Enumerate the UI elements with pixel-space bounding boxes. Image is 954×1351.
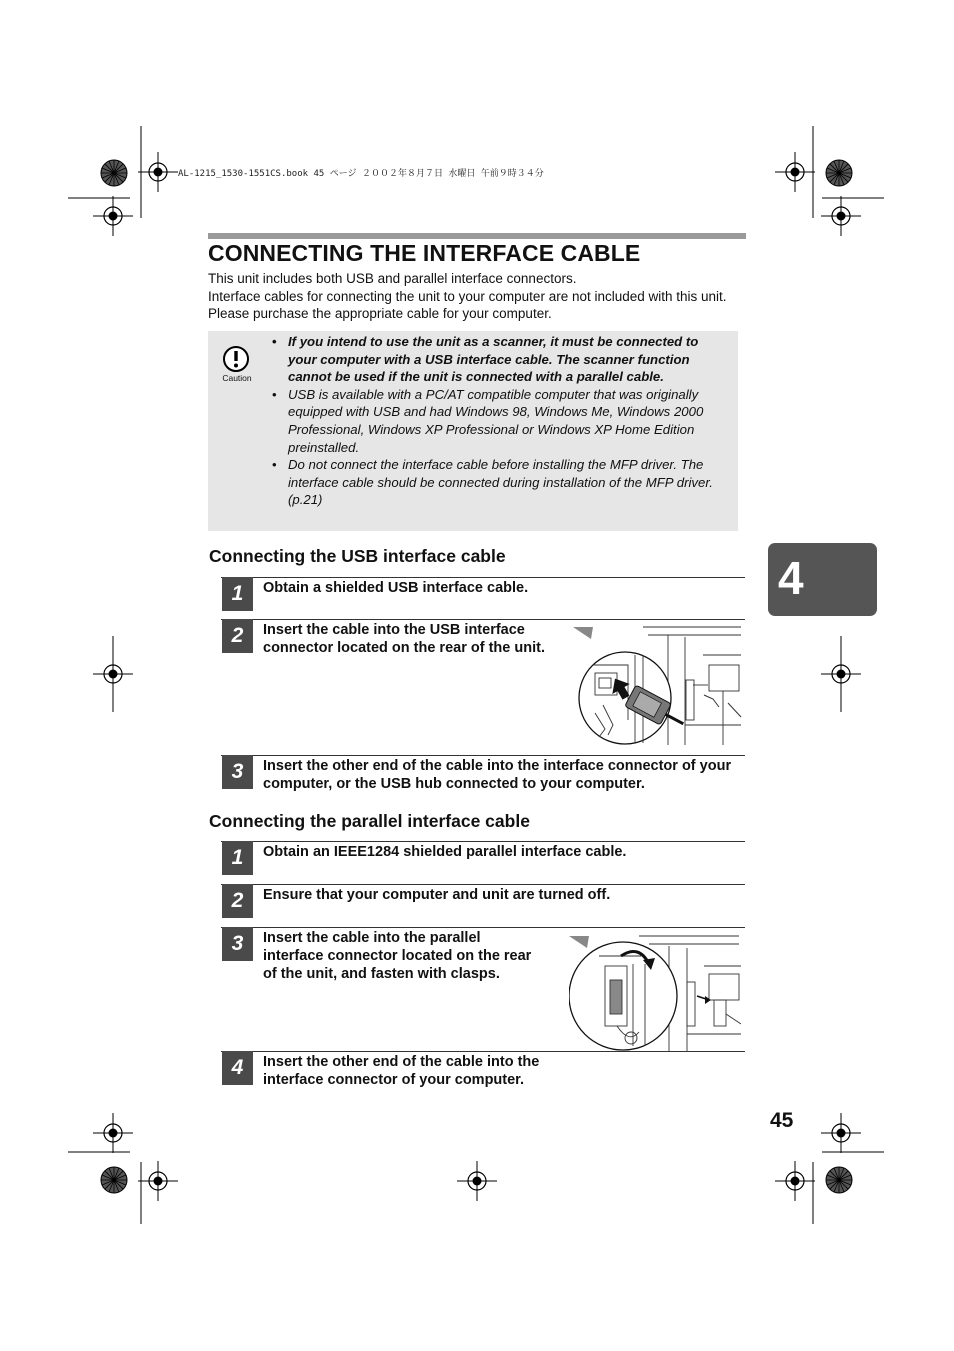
step-divider bbox=[221, 577, 745, 578]
parallel-connection-illustration bbox=[569, 934, 743, 1052]
usb-section-title: Connecting the USB interface cable bbox=[209, 546, 506, 566]
caution-label: Caution bbox=[222, 373, 252, 383]
caution-item: • Do not connect the interface cable before installing the MFP driver. The interface cable should be connected during installation of the MFP driver. (p.21) bbox=[272, 456, 728, 509]
usb-step-number: 1 bbox=[222, 577, 253, 611]
usb-step-text: Insert the cable into the USB interface connector located on the rear of the unit. bbox=[263, 622, 545, 656]
parallel-step-number: 4 bbox=[222, 1051, 253, 1085]
usb-connection-illustration bbox=[573, 625, 743, 747]
caution-icon bbox=[222, 345, 250, 373]
caution-item: • USB is available with a PC/AT compatible computer that was originally equipped with USB and had Windows 98, Windows Me, Windows 2000 Professional, Windows XP Professional or Windows XP Home Edition preinstalled. bbox=[272, 386, 728, 456]
usb-step-number: 3 bbox=[222, 755, 253, 789]
file-header-line: AL-1215_1530-1551CS.book 45 ページ ２００２年８月７日 水曜日 午前９時３４分 bbox=[178, 169, 544, 179]
intro-line: Interface cables for connecting the unit to your computer are not included with this unit. Please purchase the appropriate cable for your computer. bbox=[208, 288, 727, 321]
step-divider bbox=[221, 755, 745, 756]
chapter-number: 4 bbox=[778, 552, 804, 604]
page-number: 45 bbox=[770, 1109, 794, 1132]
intro-text bbox=[208, 270, 744, 323]
parallel-section-title: Connecting the parallel interface cable bbox=[209, 811, 530, 831]
caution-list bbox=[272, 333, 728, 509]
title-bar bbox=[208, 233, 746, 239]
parallel-step-number: 1 bbox=[222, 841, 253, 875]
usb-step-text: Obtain a shielded USB interface cable. bbox=[263, 580, 529, 596]
page-title: CONNECTING THE INTERFACE CABLE bbox=[208, 240, 641, 266]
caution-item: • If you intend to use the unit as a scanner, it must be connected to your computer with a USB interface cable. The scanner function cannot be used if the unit is connected with a parallel cable. bbox=[272, 333, 728, 386]
parallel-step-text: Insert the cable into the parallel interface connector located on the rear of the unit, and fasten with clasps. bbox=[263, 930, 532, 982]
parallel-step-number: 2 bbox=[222, 884, 253, 918]
parallel-step-text: Obtain an IEEE1284 shielded parallel interface cable. bbox=[263, 844, 627, 860]
usb-step-text: Insert the other end of the cable into the interface connector of your computer, or the USB hub connected to your computer. bbox=[263, 758, 732, 792]
parallel-step-number: 3 bbox=[222, 927, 253, 961]
step-divider bbox=[221, 1051, 745, 1052]
step-divider bbox=[221, 841, 745, 842]
step-divider bbox=[221, 619, 745, 620]
usb-step-number: 2 bbox=[222, 619, 253, 653]
step-divider bbox=[221, 884, 745, 885]
intro-line: This unit includes both USB and parallel interface connectors. bbox=[208, 271, 577, 286]
step-divider bbox=[221, 927, 745, 928]
parallel-step-text: Insert the other end of the cable into the interface connector of your computer. bbox=[263, 1054, 540, 1088]
parallel-step-text: Ensure that your computer and unit are turned off. bbox=[263, 887, 611, 903]
